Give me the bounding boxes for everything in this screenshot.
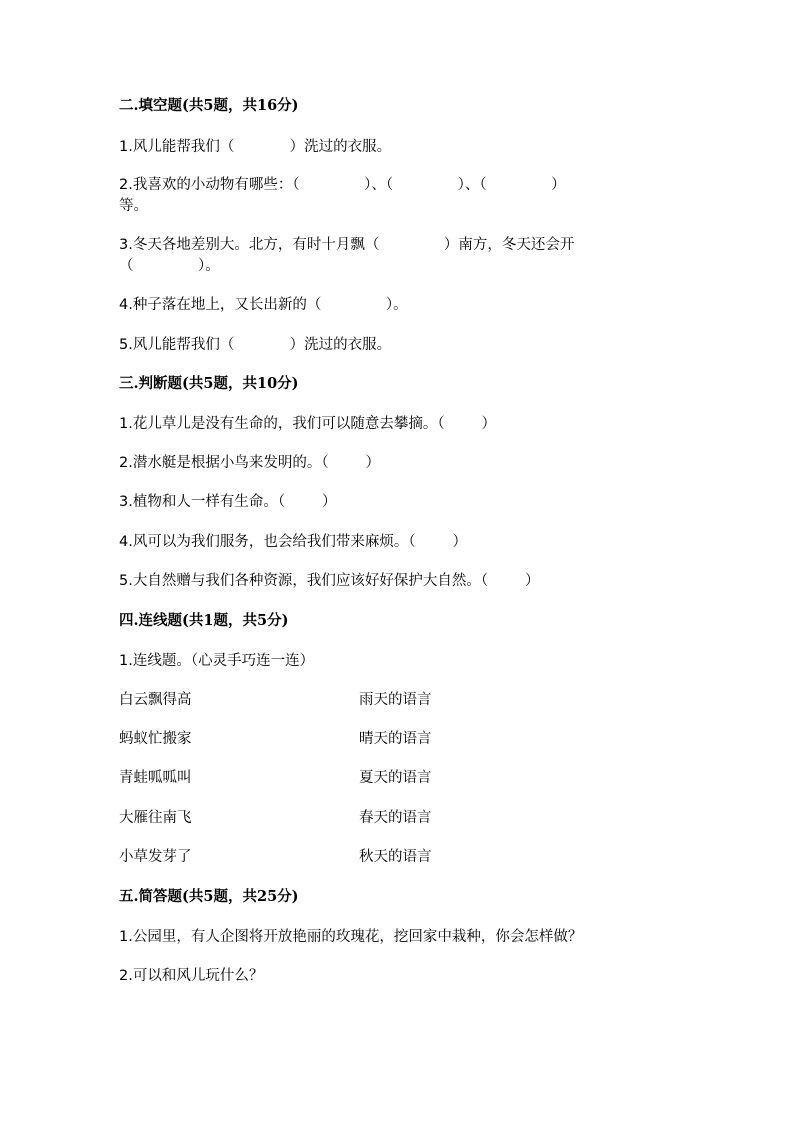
judge-question-5: 5.大自然赠与我们各种资源，我们应该好好保护大自然。（ ）: [119, 573, 540, 589]
fill-blank-question-4: 4.种子落在地上，又长出新的（ ）。: [119, 297, 408, 313]
fill-blank-question-3-line-1: 3.冬天各地差别大。北方，有时十月飘（ ）南方，冬天还会开: [119, 237, 575, 253]
judge-question-1: 1.花儿草儿是没有生命的，我们可以随意去攀摘。（ ）: [119, 416, 496, 432]
matching-right-item: 秋天的语言: [359, 849, 432, 865]
matching-right-item: 夏天的语言: [359, 770, 432, 786]
matching-left-item: 蚂蚁忙搬家: [119, 731, 192, 747]
matching-right-item: 晴天的语言: [359, 731, 432, 747]
matching-question-1: 1.连线题。（心灵手巧连一连）: [119, 653, 315, 669]
short-answer-question-1: 1.公园里，有人企图将开放艳丽的玫瑰花，挖回家中栽种，你会怎样做？: [119, 929, 583, 945]
section-heading-matching: 四.连线题(共1题，共5分): [119, 612, 289, 629]
fill-blank-question-2-line-2: 等。: [119, 198, 148, 214]
section-heading-short-answer: 五.简答题(共5题，共25分): [119, 888, 299, 905]
matching-right-item: 雨天的语言: [359, 692, 432, 708]
matching-left-item: 白云飘得高: [119, 692, 192, 708]
matching-left-item: 青蛙呱呱叫: [119, 770, 192, 786]
matching-left-item: 小草发芽了: [119, 849, 192, 865]
matching-right-item: 春天的语言: [359, 810, 432, 826]
fill-blank-question-2-line-1: 2.我喜欢的小动物有哪些：（ ）、（ ）、（ ）: [119, 177, 566, 193]
judge-question-4: 4.风可以为我们服务，也会给我们带来麻烦。（ ）: [119, 534, 467, 550]
fill-blank-question-3-line-2: （ ）。: [119, 258, 220, 274]
judge-question-3: 3.植物和人一样有生命。（ ）: [119, 494, 337, 510]
section-heading-fill-blank: 二.填空题(共5题，共16分): [119, 97, 299, 114]
fill-blank-question-5: 5.风儿能帮我们（ ）洗过的衣服。: [119, 337, 392, 353]
judge-question-2: 2.潜水艇是根据小鸟来发明的。（ ）: [119, 455, 380, 471]
matching-left-item: 大雁往南飞: [119, 810, 192, 826]
section-heading-judge: 三.判断题(共5题，共10分): [119, 375, 299, 392]
short-answer-question-2: 2.可以和风儿玩什么？: [119, 968, 264, 984]
fill-blank-question-1: 1.风儿能帮我们（ ）洗过的衣服。: [119, 139, 392, 155]
